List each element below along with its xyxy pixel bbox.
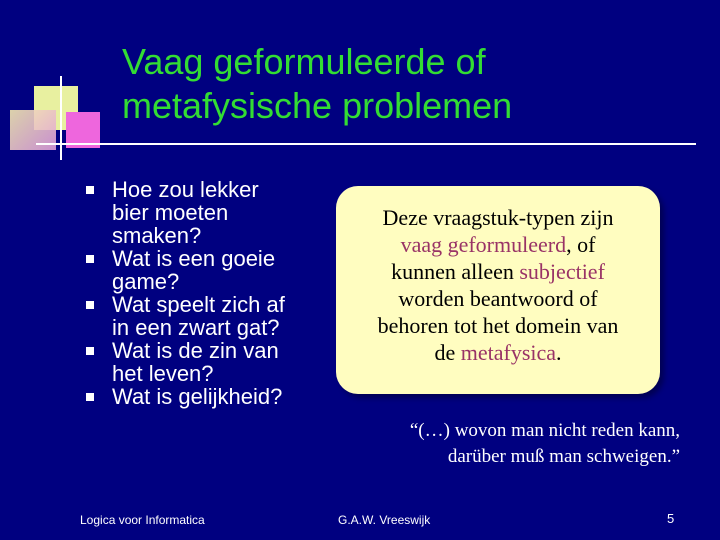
callout-text <box>344 204 652 366</box>
decor-line-vertical <box>60 76 62 160</box>
page-number: 5 <box>667 511 675 526</box>
callout-line-2 <box>344 231 652 258</box>
title-line-2: metafysische problemen <box>122 85 513 126</box>
bullet-square-icon <box>86 186 94 194</box>
callout-line-3 <box>344 258 652 285</box>
title-line-1: Vaag geformuleerde of <box>122 41 486 82</box>
bullet-square-icon <box>86 393 94 401</box>
list-item-text: Wat is gelijkheid? <box>112 384 283 409</box>
bullet-square-icon <box>86 255 94 263</box>
decor-line-horizontal <box>36 143 696 145</box>
callout-line-4: worden beantwoord of <box>398 286 598 311</box>
bullet-square-icon <box>86 301 94 309</box>
callout-line-5: behoren tot het domein van <box>377 313 619 338</box>
callout-line-6 <box>344 339 652 366</box>
highlight-vaag: vaag geformuleerd <box>400 232 567 257</box>
list-item <box>86 385 286 408</box>
list-item <box>86 178 286 247</box>
footer-author: G.A.W. Vreeswijk <box>338 513 431 527</box>
wittgenstein-quote <box>340 418 680 470</box>
list-item-text: Wat is de zin van het leven? <box>112 338 279 386</box>
bullet-square-icon <box>86 347 94 355</box>
callout-text-fragment: de <box>434 340 461 365</box>
callout-line-1: Deze vraagstuk-typen zijn <box>382 205 614 230</box>
list-item-text: Wat speelt zich af in een zwart gat? <box>112 292 285 340</box>
quote-line-1: “(…) wovon man nicht reden kann, <box>409 420 680 441</box>
callout-text-fragment: , of <box>566 232 596 257</box>
slide-title <box>122 40 682 128</box>
callout-box <box>336 186 660 394</box>
list-item <box>86 247 286 293</box>
quote-line-2: darüber muß man schweigen.” <box>447 446 680 467</box>
list-item-text: Wat is een goeie game? <box>112 246 276 294</box>
list-item-text: Hoe zou lekker bier moeten smaken? <box>112 177 259 248</box>
list-item <box>86 339 286 385</box>
bullet-list <box>86 178 286 408</box>
callout-text-fragment: . <box>556 340 562 365</box>
list-item <box>86 293 286 339</box>
footer-course-title: Logica voor Informatica <box>80 513 205 527</box>
highlight-metafysica: metafysica <box>460 340 557 365</box>
callout-text-fragment: kunnen alleen <box>391 259 520 284</box>
highlight-subjectief: subjectief <box>519 259 605 284</box>
